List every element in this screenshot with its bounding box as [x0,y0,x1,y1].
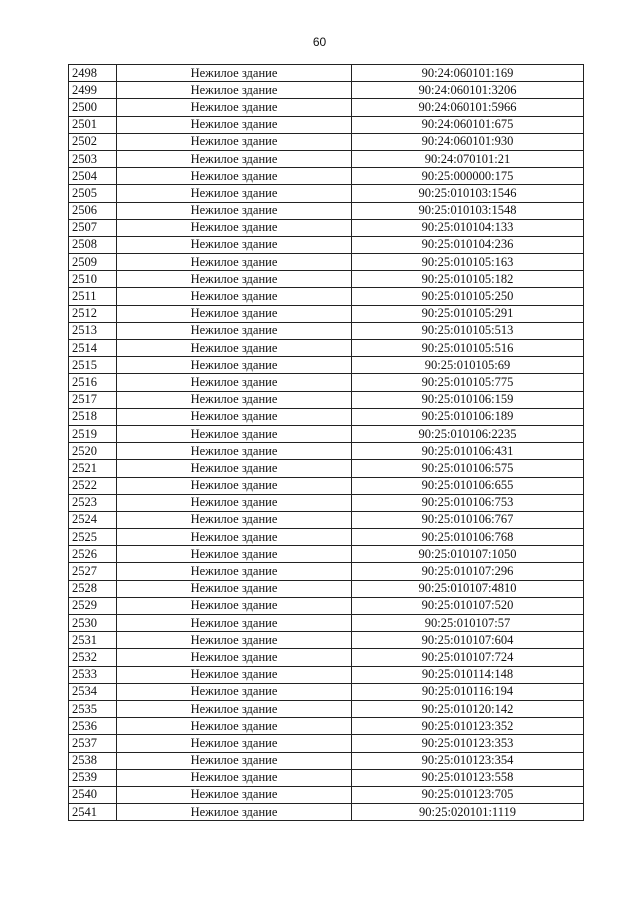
row-number-cell: 2512 [69,305,117,322]
row-number-cell: 2539 [69,769,117,786]
table-row [69,185,584,202]
row-number-cell: 2519 [69,425,117,442]
object-type-cell: Нежилое здание [117,254,352,271]
table-row [69,357,584,374]
table-row [69,460,584,477]
cadastral-number-cell: 90:25:010123:705 [352,786,584,803]
table-row [69,391,584,408]
row-number-cell: 2537 [69,735,117,752]
table-row [69,615,584,632]
table-row [69,700,584,717]
cadastral-number-cell: 90:25:010105:516 [352,340,584,357]
object-type-cell: Нежилое здание [117,666,352,683]
table-row [69,597,584,614]
object-type-cell: Нежилое здание [117,202,352,219]
cadastral-number-cell: 90:25:010114:148 [352,666,584,683]
object-type-cell: Нежилое здание [117,494,352,511]
cadastral-number-cell: 90:25:010106:768 [352,529,584,546]
cadastral-number-cell: 90:25:010105:250 [352,288,584,305]
object-type-cell: Нежилое здание [117,700,352,717]
object-type-cell: Нежилое здание [117,305,352,322]
cadastral-number-cell: 90:24:060101:675 [352,116,584,133]
table-row [69,82,584,99]
object-type-cell: Нежилое здание [117,340,352,357]
object-type-cell: Нежилое здание [117,735,352,752]
cadastral-number-cell: 90:25:010106:655 [352,477,584,494]
table-row [69,340,584,357]
row-number-cell: 2541 [69,804,117,821]
object-type-cell: Нежилое здание [117,288,352,305]
object-type-cell: Нежилое здание [117,477,352,494]
table-row [69,494,584,511]
cadastral-number-cell: 90:25:010105:163 [352,254,584,271]
row-number-cell: 2540 [69,786,117,803]
table-row [69,305,584,322]
object-type-cell: Нежилое здание [117,408,352,425]
object-type-cell: Нежилое здание [117,511,352,528]
cadastral-number-cell: 90:25:010120:142 [352,700,584,717]
table-row [69,219,584,236]
cadastral-number-cell: 90:25:010123:558 [352,769,584,786]
object-type-cell: Нежилое здание [117,649,352,666]
object-type-cell: Нежилое здание [117,683,352,700]
table-row [69,477,584,494]
table-row [69,649,584,666]
table-row [69,116,584,133]
cadastral-number-cell: 90:24:060101:169 [352,65,584,82]
row-number-cell: 2529 [69,597,117,614]
table-row [69,786,584,803]
cadastral-number-cell: 90:24:070101:21 [352,150,584,167]
row-number-cell: 2517 [69,391,117,408]
cadastral-number-cell: 90:25:020101:1119 [352,804,584,821]
cadastral-number-cell: 90:25:010105:69 [352,357,584,374]
row-number-cell: 2535 [69,700,117,717]
object-type-cell: Нежилое здание [117,443,352,460]
row-number-cell: 2531 [69,632,117,649]
row-number-cell: 2522 [69,477,117,494]
object-type-cell: Нежилое здание [117,357,352,374]
row-number-cell: 2516 [69,374,117,391]
row-number-cell: 2508 [69,236,117,253]
table-row [69,683,584,700]
object-type-cell: Нежилое здание [117,185,352,202]
row-number-cell: 2525 [69,529,117,546]
table-row [69,236,584,253]
cadastral-number-cell: 90:25:010105:182 [352,271,584,288]
row-number-cell: 2506 [69,202,117,219]
object-type-cell: Нежилое здание [117,271,352,288]
cadastral-number-cell: 90:25:010103:1546 [352,185,584,202]
object-type-cell: Нежилое здание [117,236,352,253]
cadastral-number-cell: 90:25:010106:189 [352,408,584,425]
row-number-cell: 2511 [69,288,117,305]
table-row [69,804,584,821]
object-type-cell: Нежилое здание [117,168,352,185]
cadastral-number-cell: 90:25:010123:352 [352,718,584,735]
row-number-cell: 2502 [69,133,117,150]
cadastral-number-cell: 90:25:010104:133 [352,219,584,236]
row-number-cell: 2510 [69,271,117,288]
cadastral-number-cell: 90:24:060101:5966 [352,99,584,116]
row-number-cell: 2533 [69,666,117,683]
table-row [69,425,584,442]
cadastral-number-cell: 90:25:010107:724 [352,649,584,666]
row-number-cell: 2526 [69,546,117,563]
row-number-cell: 2538 [69,752,117,769]
property-registry-table [68,64,584,821]
object-type-cell: Нежилое здание [117,374,352,391]
cadastral-number-cell: 90:25:010103:1548 [352,202,584,219]
table-row [69,271,584,288]
cadastral-number-cell: 90:25:010123:354 [352,752,584,769]
row-number-cell: 2534 [69,683,117,700]
table-row [69,546,584,563]
cadastral-number-cell: 90:25:010106:767 [352,511,584,528]
table-row [69,563,584,580]
cadastral-number-cell: 90:25:010105:291 [352,305,584,322]
table-row [69,408,584,425]
object-type-cell: Нежилое здание [117,150,352,167]
cadastral-number-cell: 90:25:010106:2235 [352,425,584,442]
table-row [69,322,584,339]
object-type-cell: Нежилое здание [117,597,352,614]
row-number-cell: 2515 [69,357,117,374]
table-row [69,374,584,391]
row-number-cell: 2521 [69,460,117,477]
row-number-cell: 2528 [69,580,117,597]
row-number-cell: 2513 [69,322,117,339]
object-type-cell: Нежилое здание [117,529,352,546]
table-row [69,529,584,546]
row-number-cell: 2507 [69,219,117,236]
table-row [69,718,584,735]
object-type-cell: Нежилое здание [117,615,352,632]
cadastral-number-cell: 90:25:010106:753 [352,494,584,511]
cadastral-number-cell: 90:25:010104:236 [352,236,584,253]
object-type-cell: Нежилое здание [117,425,352,442]
object-type-cell: Нежилое здание [117,718,352,735]
object-type-cell: Нежилое здание [117,116,352,133]
cadastral-number-cell: 90:24:060101:3206 [352,82,584,99]
object-type-cell: Нежилое здание [117,65,352,82]
cadastral-number-cell: 90:25:010107:604 [352,632,584,649]
table-row [69,580,584,597]
row-number-cell: 2498 [69,65,117,82]
object-type-cell: Нежилое здание [117,82,352,99]
object-type-cell: Нежилое здание [117,391,352,408]
row-number-cell: 2530 [69,615,117,632]
cadastral-number-cell: 90:25:010105:513 [352,322,584,339]
cadastral-number-cell: 90:25:010107:1050 [352,546,584,563]
table-row [69,133,584,150]
row-number-cell: 2536 [69,718,117,735]
table-row [69,254,584,271]
cadastral-number-cell: 90:25:010107:520 [352,597,584,614]
cadastral-number-cell: 90:25:010107:296 [352,563,584,580]
row-number-cell: 2532 [69,649,117,666]
table-row [69,511,584,528]
table-row [69,443,584,460]
row-number-cell: 2509 [69,254,117,271]
table-row [69,769,584,786]
table-row [69,168,584,185]
object-type-cell: Нежилое здание [117,804,352,821]
cadastral-number-cell: 90:25:010105:775 [352,374,584,391]
cadastral-number-cell: 90:24:060101:930 [352,133,584,150]
table-row [69,99,584,116]
table-row [69,202,584,219]
cadastral-number-cell: 90:25:010107:57 [352,615,584,632]
row-number-cell: 2523 [69,494,117,511]
object-type-cell: Нежилое здание [117,563,352,580]
object-type-cell: Нежилое здание [117,580,352,597]
object-type-cell: Нежилое здание [117,632,352,649]
table-row [69,752,584,769]
row-number-cell: 2501 [69,116,117,133]
table-row [69,735,584,752]
object-type-cell: Нежилое здание [117,786,352,803]
table-row [69,65,584,82]
object-type-cell: Нежилое здание [117,460,352,477]
cadastral-number-cell: 90:25:010106:575 [352,460,584,477]
table-row [69,150,584,167]
object-type-cell: Нежилое здание [117,219,352,236]
table-row [69,288,584,305]
cadastral-number-cell: 90:25:000000:175 [352,168,584,185]
row-number-cell: 2503 [69,150,117,167]
row-number-cell: 2518 [69,408,117,425]
cadastral-number-cell: 90:25:010107:4810 [352,580,584,597]
cadastral-number-cell: 90:25:010106:431 [352,443,584,460]
row-number-cell: 2499 [69,82,117,99]
cadastral-number-cell: 90:25:010123:353 [352,735,584,752]
table-row [69,632,584,649]
row-number-cell: 2524 [69,511,117,528]
row-number-cell: 2514 [69,340,117,357]
object-type-cell: Нежилое здание [117,769,352,786]
row-number-cell: 2504 [69,168,117,185]
page-number: 60 [312,35,327,49]
object-type-cell: Нежилое здание [117,546,352,563]
table-row [69,666,584,683]
object-type-cell: Нежилое здание [117,322,352,339]
row-number-cell: 2527 [69,563,117,580]
object-type-cell: Нежилое здание [117,99,352,116]
cadastral-number-cell: 90:25:010116:194 [352,683,584,700]
object-type-cell: Нежилое здание [117,133,352,150]
row-number-cell: 2505 [69,185,117,202]
row-number-cell: 2520 [69,443,117,460]
object-type-cell: Нежилое здание [117,752,352,769]
row-number-cell: 2500 [69,99,117,116]
cadastral-number-cell: 90:25:010106:159 [352,391,584,408]
registry-table-body [69,65,584,821]
